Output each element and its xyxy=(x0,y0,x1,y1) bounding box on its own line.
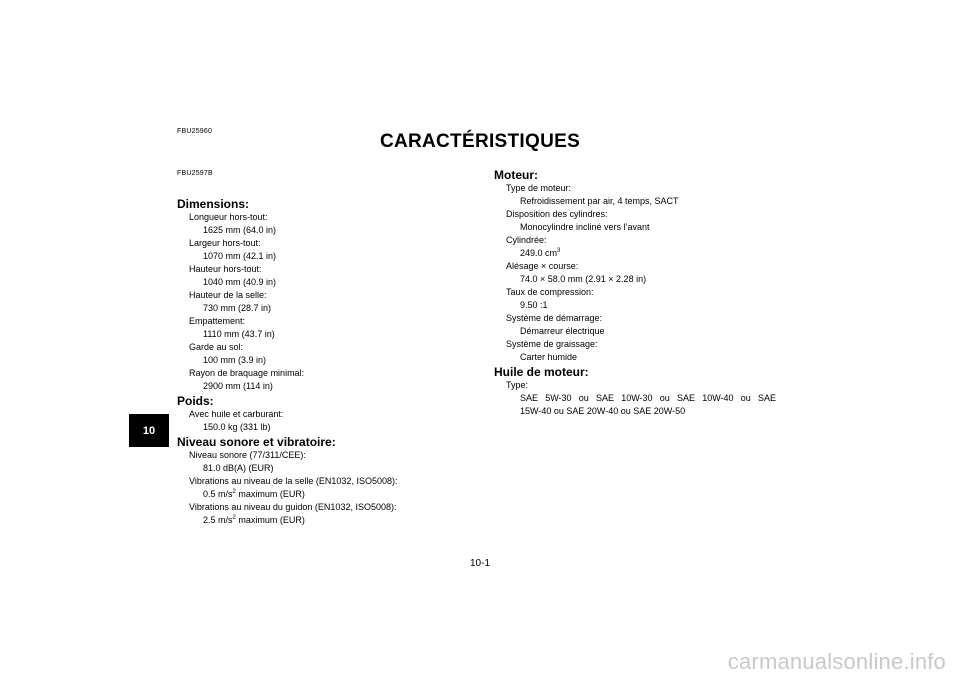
spec-label: Taux de compression: xyxy=(506,287,594,297)
value-text: 249.0 cm xyxy=(520,248,558,258)
section-engine-heading: Moteur: xyxy=(494,168,538,182)
spec-value: 100 mm (3.9 in) xyxy=(203,355,267,365)
value-text: maximum (EUR) xyxy=(235,489,305,499)
spec-value xyxy=(177,514,397,527)
spec-label: Longueur hors-tout: xyxy=(189,212,268,222)
spec-label: Niveau sonore (77/311/CEE): xyxy=(189,450,306,460)
section-oil-heading: Huile de moteur: xyxy=(494,365,589,379)
value-text: 0.5 m/s xyxy=(203,489,233,499)
spec-value: 1070 mm (42.1 in) xyxy=(203,251,277,261)
spec-label: Largeur hors-tout: xyxy=(189,238,261,248)
spec-value: 1040 mm (40.9 in) xyxy=(203,277,277,287)
spec-label: Alésage × course: xyxy=(506,261,579,271)
spec-value: SAE 5W-30 ou SAE 10W-30 ou SAE 10W-40 ou SAE xyxy=(520,393,776,403)
spec-label: Vibrations au niveau du guidon (EN1032, ISO5008): xyxy=(189,502,397,512)
spec-label: Rayon de braquage minimal: xyxy=(189,368,305,378)
spec-label: Avec huile et carburant: xyxy=(189,409,284,419)
spec-value xyxy=(494,247,776,260)
spec-value: Démarreur électrique xyxy=(520,326,605,336)
value-text: 2.5 m/s xyxy=(203,515,233,525)
chapter-tab: 10 xyxy=(129,414,169,447)
spec-value: 9.50 :1 xyxy=(520,300,548,310)
spec-label: Garde au sol: xyxy=(189,342,244,352)
right-column xyxy=(494,167,776,418)
spec-value: Monocylindre incliné vers l’avant xyxy=(520,222,650,232)
spec-label: Hauteur de la selle: xyxy=(189,290,267,300)
spec-label: Disposition des cylindres: xyxy=(506,209,608,219)
spec-value: 15W-40 ou SAE 20W-40 ou SAE 20W-50 xyxy=(520,406,686,416)
spec-value: Carter humide xyxy=(520,352,578,362)
spec-value: 730 mm (28.7 in) xyxy=(203,303,272,313)
value-text: maximum (EUR) xyxy=(235,515,305,525)
spec-label: Système de graissage: xyxy=(506,339,598,349)
spec-label: Empattement: xyxy=(189,316,246,326)
exponent: 2 xyxy=(232,489,236,495)
spec-value: 74.0 × 58.0 mm (2.91 × 2.28 in) xyxy=(520,274,647,284)
spec-value: 150.0 kg (331 lb) xyxy=(203,422,271,432)
section-noise-heading: Niveau sonore et vibratoire: xyxy=(177,435,336,449)
document-code-top: FBU25960 xyxy=(177,128,213,135)
exponent: 3 xyxy=(557,248,561,254)
section-dimensions-heading: Dimensions: xyxy=(177,197,250,211)
spec-label: Vibrations au niveau de la selle (EN1032, ISO5008): xyxy=(189,476,398,486)
spec-value xyxy=(177,488,397,501)
left-column xyxy=(177,196,397,527)
spec-label: Hauteur hors-tout: xyxy=(189,264,262,274)
spec-value: Refroidissement par air, 4 temps, SACT xyxy=(520,196,679,206)
spec-value: 81.0 dB(A) (EUR) xyxy=(203,463,274,473)
page-number: 10-1 xyxy=(469,558,490,569)
watermark: carmanualsonline.info xyxy=(727,649,946,674)
spec-label: Type: xyxy=(506,380,529,390)
spec-label: Type de moteur: xyxy=(506,183,572,193)
page-title: CARACTÉRISTIQUES xyxy=(379,131,581,152)
spec-label: Système de démarrage: xyxy=(506,313,603,323)
document-code-left: FBU2597B xyxy=(177,170,213,177)
spec-label: Cylindrée: xyxy=(506,235,547,245)
spec-value: 1625 mm (64.0 in) xyxy=(203,225,277,235)
spec-value: 2900 mm (114 in) xyxy=(203,381,273,391)
spec-value: 1110 mm (43.7 in) xyxy=(203,329,275,339)
section-weight-heading: Poids: xyxy=(177,394,214,408)
exponent: 2 xyxy=(232,515,236,521)
